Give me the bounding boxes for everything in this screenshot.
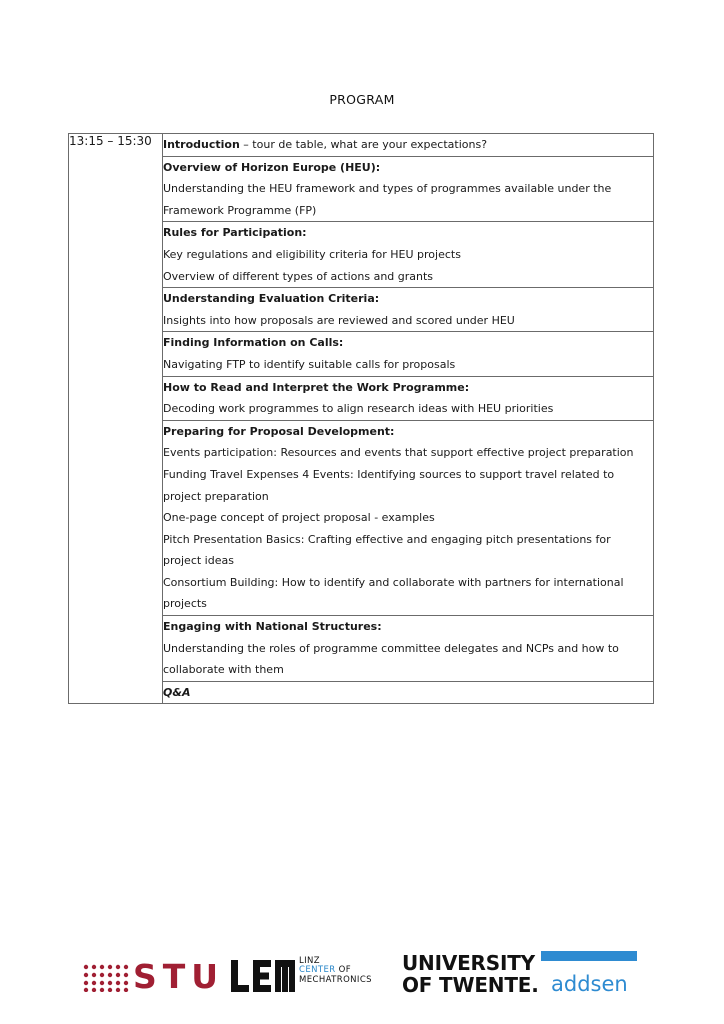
section-heading: Engaging with National Structures: — [163, 620, 382, 634]
section-finding-calls — [163, 332, 654, 376]
section-line: Pitch Presentation Basics: Crafting effective and engaging pitch presentations for — [163, 532, 611, 546]
section-heading: Introduction — [163, 138, 240, 151]
section-heading: Rules for Participation: — [163, 226, 307, 240]
section-heading: Preparing for Proposal Development: — [163, 424, 395, 438]
section-rules-participation — [163, 222, 654, 288]
section-line: projects — [163, 597, 207, 611]
lcm-line-1: LINZ — [299, 956, 321, 966]
section-line: Understanding the HEU framework and types of programmes available under the — [163, 182, 612, 196]
section-heading: How to Read and Interpret the Work Programme: — [163, 380, 470, 394]
section-qa — [163, 681, 654, 704]
section-introduction — [163, 134, 654, 157]
section-line: Decoding work programmes to align research ideas with HEU priorities — [163, 402, 554, 416]
twente-line-2: OF TWENTE. — [402, 973, 539, 997]
section-line: Key regulations and eligibility criteria for HEU projects — [163, 247, 461, 261]
section-heading-suffix: – tour de table, what are your expectations? — [239, 138, 488, 151]
section-evaluation-criteria — [163, 288, 654, 332]
section-line: One-page concept of project proposal - examples — [163, 511, 435, 525]
section-line: Overview of different types of actions and grants — [163, 269, 434, 283]
section-national-structures — [163, 616, 654, 682]
addsen-logo-text: addsen — [551, 972, 628, 996]
section-line: Funding Travel Expenses 4 Events: Identifying sources to support travel related to — [163, 467, 615, 481]
twente-line-1: UNIVERSITY — [402, 951, 535, 975]
section-heading: Q&A — [163, 685, 191, 699]
table-row — [69, 134, 654, 157]
section-line: Framework Programme (FP) — [163, 203, 317, 217]
section-line: Events participation: Resources and events that support effective project preparation — [163, 446, 634, 460]
time-slot: 13:15 – 15:30 — [69, 134, 163, 704]
section-line: project preparation — [163, 489, 269, 503]
section-line: Consortium Building: How to identify and collaborate with partners for international — [163, 575, 624, 589]
lcm-mark-icon — [231, 960, 295, 992]
section-line: collaborate with them — [163, 663, 284, 677]
lcm-line-3: MECHATRONICS — [299, 974, 372, 985]
section-line: Navigating FTP to identify suitable calls for proposals — [163, 357, 456, 371]
section-work-programme — [163, 376, 654, 420]
lcm-line-2: CENTER — [299, 965, 336, 976]
lcm-logo-text — [299, 957, 372, 985]
section-line: Understanding the roles of programme committee delegates and NCPs and how to — [163, 641, 619, 655]
addsen-bar-icon — [541, 951, 637, 961]
section-line: Insights into how proposals are reviewed and scored under HEU — [163, 313, 515, 327]
section-proposal-development — [163, 420, 654, 615]
section-line: project ideas — [163, 554, 234, 568]
section-heading: Finding Information on Calls: — [163, 336, 344, 350]
section-heading: Overview of Horizon Europe (HEU): — [163, 160, 381, 174]
twente-logo-text — [402, 952, 539, 996]
program-table — [68, 133, 654, 704]
section-heading: Understanding Evaluation Criteria: — [163, 292, 380, 306]
stu-dots-icon — [83, 964, 129, 992]
section-overview-heu — [163, 156, 654, 222]
lcm-line-2b: OF — [335, 965, 352, 976]
page-title: PROGRAM — [329, 92, 395, 107]
stu-logo-text: STU — [133, 957, 225, 996]
